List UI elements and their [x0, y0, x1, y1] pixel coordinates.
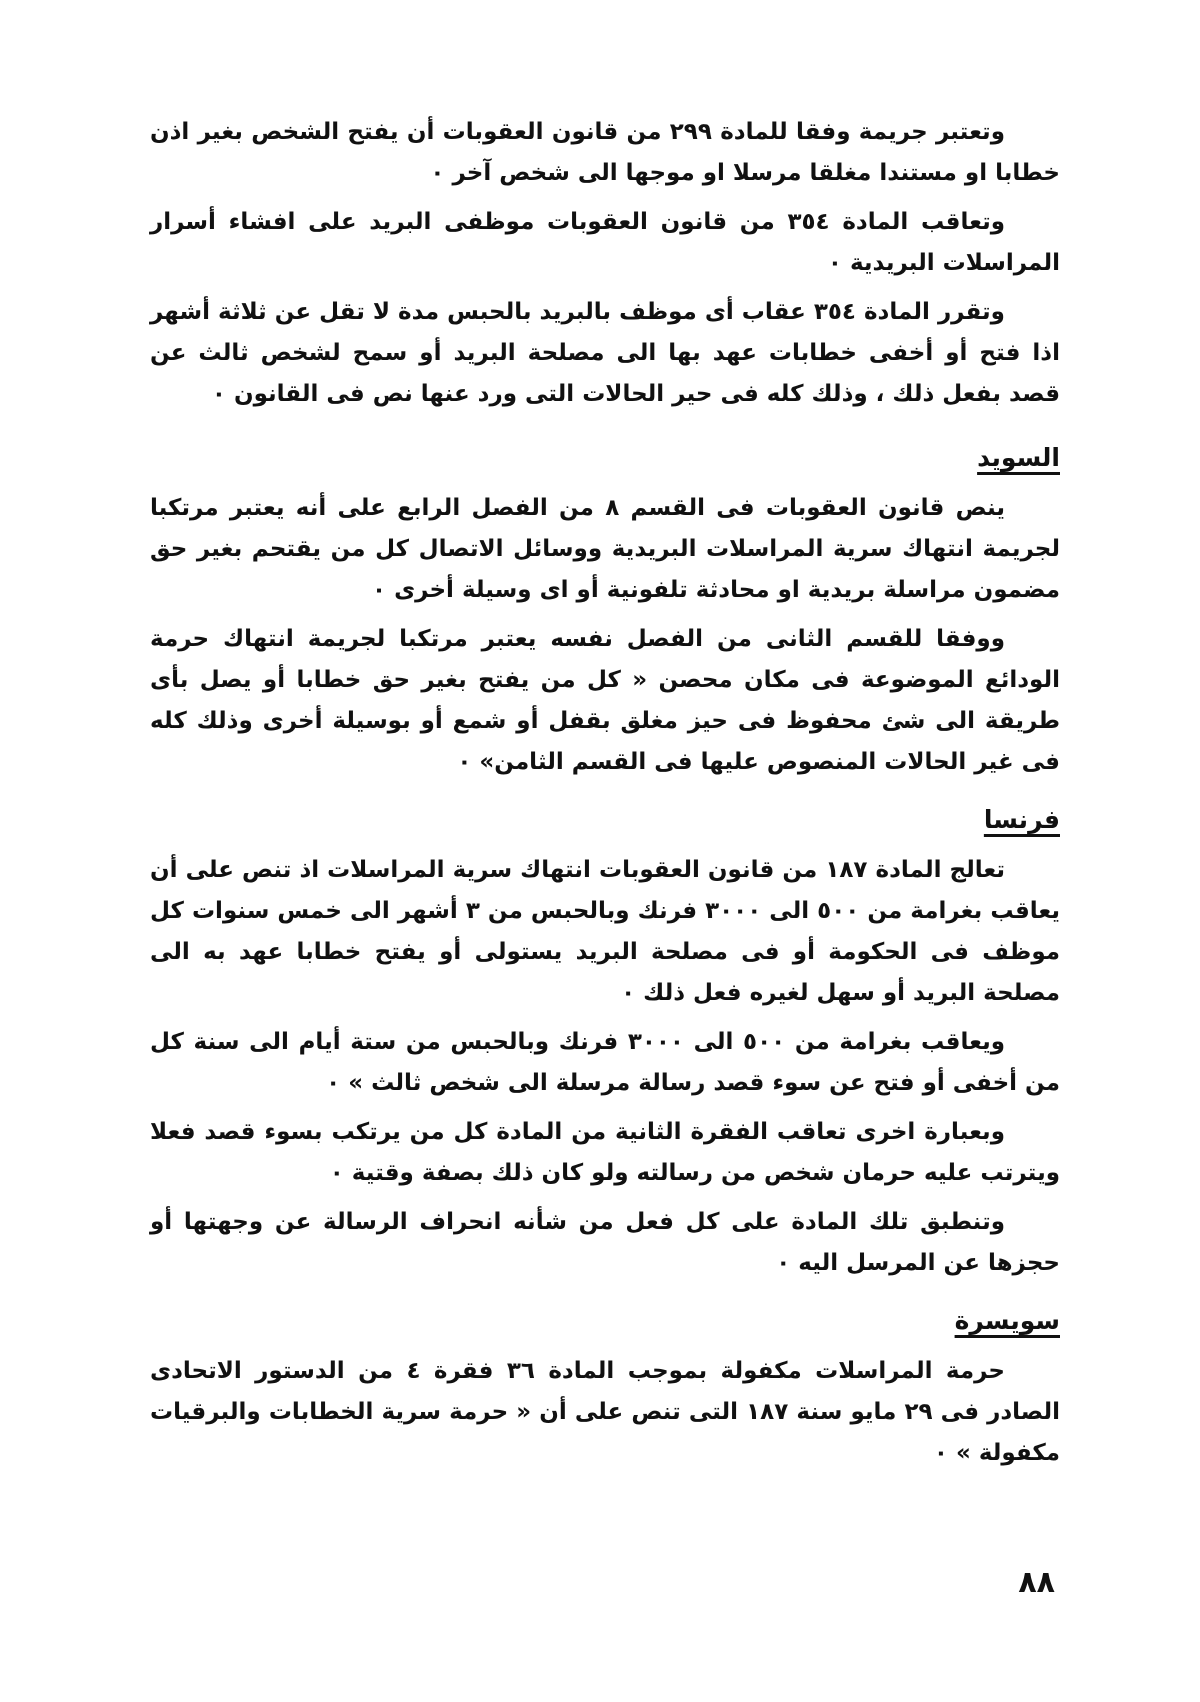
- section-heading-sweden: السويد: [977, 443, 1060, 472]
- sweden-paragraph: ووفقا للقسم الثانى من الفصل نفسه يعتبر مرتكبا لجريمة انتهاك حرمة الودائع الموضوعة فى مكان محصن « كل من يفتح بغير حق خطابا أو يصل بأى طريقة الى شئ محفوظ فى حيز مغلق بقفل أو شمع أو بوسيلة أخرى وذلك كله فى غير الحالات المنصوص عليها فى القسم الثامن» ٠: [150, 626, 1060, 775]
- section-heading-france: فرنسا: [983, 805, 1060, 834]
- switzerland-paragraph: حرمة المراسلات مكفولة بموجب المادة ٣٦ فقرة ٤ من الدستور الاتحادى الصادر فى ٢٩ مايو سنة ١٨٧ التى تنص على أن « حرمة سرية الخطابات والبرقيات مكفولة » ٠: [150, 1358, 1060, 1466]
- sweden-paragraph: ينص قانون العقوبات فى القسم ٨ من الفصل الرابع على أنه يعتبر مرتكبا لجريمة انتهاك سرية المراسلات البريدية ووسائل الاتصال كل من يقتحم بغير حق مضمون مراسلة بريدية او محادثة تلفونية أو اى وسيلة أخرى ٠: [150, 495, 1060, 603]
- france-paragraph: وتنطبق تلك المادة على كل فعل من شأنه انحراف الرسالة عن وجهتها أو حجزها عن المرسل اليه ٠: [150, 1209, 1060, 1276]
- intro-paragraph: وتعتبر جريمة وفقا للمادة ٢٩٩ من قانون العقوبات أن يفتح الشخص بغير اذن خطابا او مستندا مغلقا مرسلا او موجها الى شخص آخر ٠: [150, 119, 1060, 186]
- page-number: ٨٨: [1018, 1565, 1055, 1600]
- france-paragraph: تعالج المادة ١٨٧ من قانون العقوبات انتهاك سرية المراسلات اذ تنص على أن يعاقب بغرامة من ٥٠٠ الى ٣٠٠٠ فرنك وبالحبس من ٣ أشهر الى خمس سنوات كل موظف فى الحكومة أو فى مصلحة البريد يستولى أو يفتح خطابا عهد به الى مصلحة البريد أو سهل لغيره فعل ذلك ٠: [150, 857, 1061, 1006]
- france-paragraph: ويعاقب بغرامة من ٥٠٠ الى ٣٠٠٠ فرنك وبالحبس من ستة أيام الى سنة كل من أخفى أو فتح عن سوء قصد رسالة مرسلة الى شخص ثالث » ٠: [150, 1029, 1060, 1096]
- intro-paragraph: وتعاقب المادة ٣٥٤ من قانون العقوبات موظفى البريد على افشاء أسرار المراسلات البريدية ٠: [150, 209, 1060, 276]
- intro-paragraph: وتقرر المادة ٣٥٤ عقاب أى موظف بالبريد بالحبس مدة لا تقل عن ثلاثة أشهر اذا فتح أو أخفى خطابات عهد بها الى مصلحة البريد أو سمح لشخص ثالث عن قصد بفعل ذلك ، وذلك كله فى حير الحالات التى ورد عنها نص فى القانون ٠: [150, 299, 1060, 407]
- section-heading-switzerland: سويسرة: [954, 1306, 1060, 1335]
- france-paragraph: وبعبارة اخرى تعاقب الفقرة الثانية من المادة كل من يرتكب بسوء قصد فعلا ويترتب عليه حرمان شخص من رسالته ولو كان ذلك بصفة وقتية ٠: [150, 1119, 1060, 1186]
- document-body: [150, 112, 1060, 1482]
